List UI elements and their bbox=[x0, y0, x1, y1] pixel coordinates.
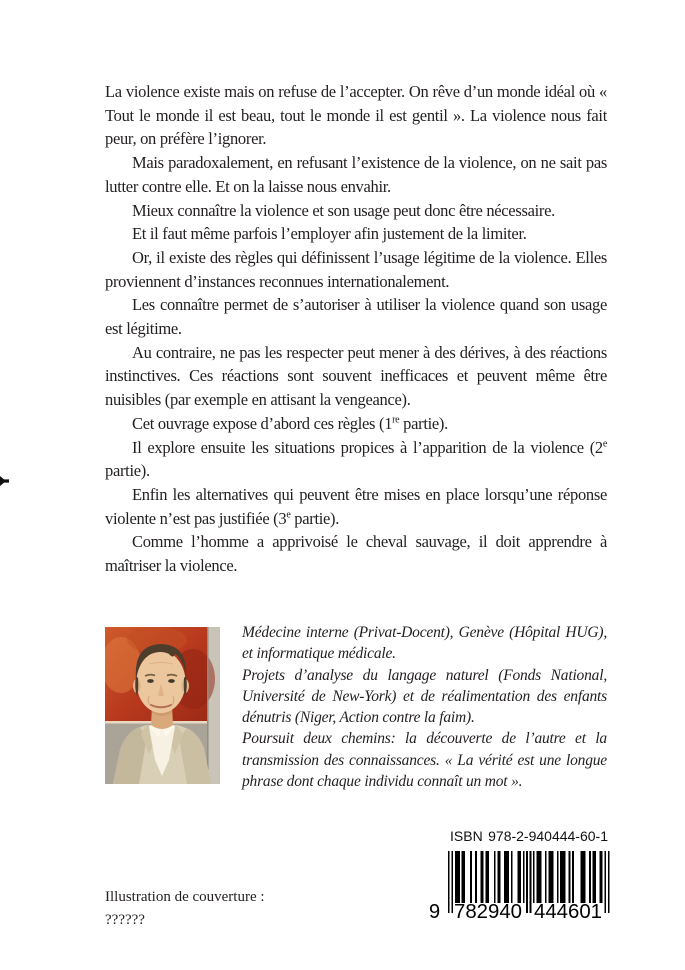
blurb-paragraph: Comme l’homme a apprivoisé le cheval sauvage, il doit apprendre à maîtriser la violence. bbox=[105, 532, 607, 576]
author-bio bbox=[242, 622, 607, 792]
credit-label: Illustration de couverture : bbox=[105, 889, 265, 905]
blurb-paragraph: Enfin les alternatives qui peuvent être mises en place lorsqu’une réponse violente n’est pas justifiée (3e partie). bbox=[105, 484, 607, 528]
blurb-paragraph: Or, il existe des règles qui définissent l’usage légitime de la violence. Elles proviennent d’instances reconnues internationalement. bbox=[105, 247, 607, 291]
barcode-right-digits: 444601 bbox=[534, 901, 602, 919]
ean13-barcode bbox=[428, 851, 610, 919]
isbn-label: ISBN bbox=[450, 828, 483, 844]
author-portrait-image bbox=[105, 627, 220, 784]
isbn-line bbox=[450, 828, 608, 844]
blurb-paragraph: Cet ouvrage expose d’abord ces règles (1re partie). bbox=[132, 413, 448, 433]
left-edge-print-mark bbox=[0, 476, 9, 486]
bio-paragraph: Médecine interne (Privat-Docent), Genève (Hôpital HUG), et informatique médicale. bbox=[242, 624, 607, 663]
blurb-paragraph: Les connaître permet de s’autoriser à utiliser la violence quand son usage est légitime. bbox=[105, 295, 607, 339]
bio-paragraph: Projets d’analyse du langage naturel (Fonds National, Université de New-York) et de réalimentation des enfants dénutris (Niger, Action contre la faim). bbox=[242, 666, 607, 727]
blurb-paragraph: Il explore ensuite les situations propices à l’apparition de la violence (2e partie). bbox=[105, 437, 607, 481]
credit-value: ?????? bbox=[105, 912, 145, 928]
blurb-paragraph: Mais paradoxalement, en refusant l’existence de la violence, on ne sait pas lutter contre elle. Et on la laisse nous envahir. bbox=[105, 153, 607, 196]
barcode-left-digits: 782940 bbox=[454, 901, 522, 919]
bio-paragraph: Poursuit deux chemins: la découverte de l’autre et la transmission des connaissances. « La vérité est une longue phrase dont chaque individu connaît un mot ». bbox=[242, 730, 607, 791]
isbn-number: 978-2-940444-60-1 bbox=[488, 828, 608, 844]
blurb-paragraph: La violence existe mais on refuse de l’accepter. On rêve d’un monde idéal où « Tout le monde il est beau, tout le monde il est gentil ». La violence nous fait peur, on préfère l’ignorer. bbox=[105, 82, 607, 149]
blurb-text bbox=[105, 80, 607, 578]
blurb-paragraph: Au contraire, ne pas les respecter peut mener à des dérives, à des réactions instinctives. Ces réactions sont souvent inefficaces et peuvent même être nuisibles (par exemple en attisant la vengeance). bbox=[105, 342, 607, 410]
cover-credit bbox=[105, 886, 265, 932]
barcode-lead-digit: 9 bbox=[429, 901, 441, 919]
blurb-paragraph: Mieux connaître la violence et son usage peut donc être nécessaire. bbox=[132, 200, 555, 220]
blurb-paragraph: Et il faut même parfois l’employer afin justement de la limiter. bbox=[132, 224, 527, 244]
author-photo bbox=[105, 627, 220, 784]
